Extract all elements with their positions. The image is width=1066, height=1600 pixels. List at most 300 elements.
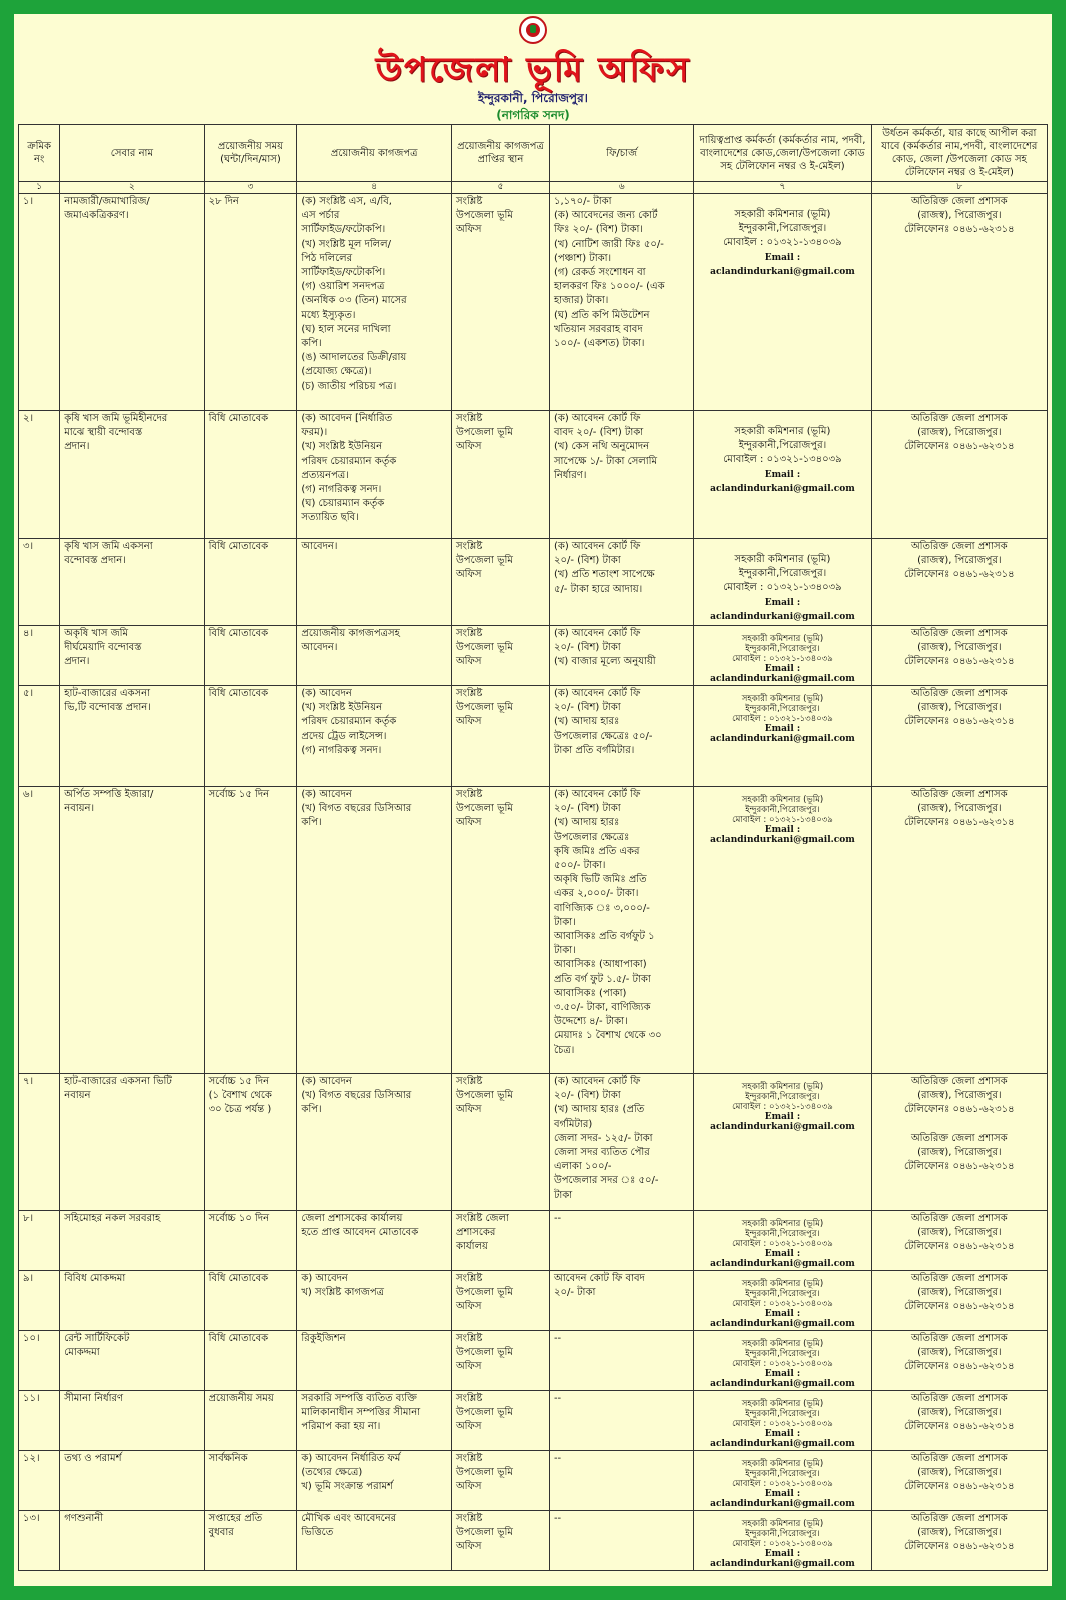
- fee-item: --: [553, 1513, 562, 1525]
- officer-cell: [694, 1511, 871, 1571]
- time-cell: [204, 1391, 297, 1451]
- officer-place: ইন্দুরকানী,পিরোজপুর।: [745, 644, 820, 655]
- fee-cell: [549, 539, 693, 626]
- appellate-title: অতিরিক্ত জেলা প্রশাসক: [910, 541, 1008, 552]
- column-number: ১: [19, 182, 60, 194]
- serial-cell: ১৩।: [19, 1511, 60, 1571]
- fee-item: (ক) আবেদন কোর্ট ফি: [553, 688, 641, 700]
- officer-place: ইন্দুরকানী,পিরোজপুর।: [745, 1409, 820, 1420]
- table-header-row: [19, 125, 1048, 182]
- appellate-phone: টেলিফোনঃ ০৪৬১-৬২৩১৪: [904, 1241, 1015, 1253]
- fee-item: --: [553, 1393, 562, 1405]
- service-name: হাট-বাজারের একসনা ভিটি: [64, 1076, 172, 1088]
- document-source: উপজেলা ভূমি: [456, 1467, 513, 1479]
- appellate-title: অতিরিক্ত জেলা প্রশাসক: [910, 1393, 1008, 1405]
- document-source: সংশ্লিষ্ট: [456, 413, 483, 424]
- required-document: খ) সংশ্লিষ্ট কাগজপত্র: [301, 1287, 385, 1299]
- required-document: (ক) আবেদন: [301, 688, 352, 700]
- appellate-phone: টেলিফোনঃ ০৪৬১-৬২৩১৪: [904, 1361, 1015, 1373]
- service-name: নামজারী/জমাখারিজ/: [64, 196, 150, 207]
- appellate-phone: টেলিফোনঃ ০৪৬১-৬২৩১৪: [904, 656, 1015, 668]
- required-document: ভিত্তিতে: [301, 1527, 334, 1539]
- document-source: প্রশাসকের: [456, 1227, 496, 1239]
- document-source: উপজেলা ভূমি: [456, 803, 513, 815]
- service-name: জমাএকত্রিকরণ।: [64, 210, 129, 222]
- officer-email: Email : aclandindurkani@gmail.com: [710, 825, 855, 846]
- officer-mobile: মোবাইল : ০১৩২১-১৩৪০৩৯: [732, 1419, 833, 1430]
- time-cell: [204, 1211, 297, 1271]
- fee-item: বাবদ ২০/- (বিশ) টাকা: [553, 427, 644, 439]
- fee-item: টাকা প্রতি বর্গমিটার।: [553, 744, 635, 756]
- fee-item: চৈত্র।: [553, 1044, 575, 1056]
- document-source: অফিস: [456, 817, 482, 829]
- officer-email: Email : aclandindurkani@gmail.com: [710, 1429, 855, 1450]
- document-source: উপজেলা ভূমি: [456, 427, 513, 439]
- document-source: সংশ্লিষ্ট: [456, 1453, 483, 1465]
- source-cell: [452, 1331, 550, 1391]
- officer-email: Email : aclandindurkani@gmail.com: [710, 469, 855, 494]
- appellate-title: অতিরিক্ত জেলা প্রশাসক: [910, 1213, 1008, 1225]
- table-row: [19, 787, 1048, 1074]
- required-time: ৩০ চৈত্র পর্যন্ত ): [208, 1104, 272, 1116]
- officer-mobile: মোবাইল : ০১৩২১-১৩৪০৩৯: [723, 582, 842, 594]
- service-name: মোকদ্দমা: [64, 1347, 100, 1359]
- charter-label: (নাগরিক সনদ): [496, 108, 570, 122]
- required-time: ২৮ দিন: [208, 196, 239, 207]
- officer-place: ইন্দুরকানী,পিরোজপুর।: [745, 805, 820, 816]
- fee-item: জেলা সদর- ১২৫/- টাকা: [553, 1132, 653, 1144]
- service-name: গণশুনানী: [64, 1513, 104, 1525]
- fee-item: আবাসিকঃ (আধাপাকা): [553, 959, 647, 971]
- fee-item: (ক) আবেদন কোর্ট ফি: [553, 628, 641, 640]
- document-source: সংশ্লিষ্ট: [456, 196, 483, 207]
- required-document: (ক) সংশ্লিষ্ট এস, এ/বি,: [301, 196, 392, 207]
- document-source: উপজেলা ভূমি: [456, 1407, 513, 1419]
- officer-place: ইন্দুরকানী,পিরোজপুর।: [745, 1349, 820, 1360]
- fee-item: (পঞ্চাশ) টাকা।: [553, 252, 612, 264]
- document-source: উপজেলা ভূমি: [456, 1527, 513, 1539]
- officer-email: Email : aclandindurkani@gmail.com: [710, 724, 855, 745]
- column-header: প্রয়োজনীয় কাগজপত্র প্রাপ্তির স্থান: [452, 125, 550, 182]
- fee-item: ৫০০/- টাকা।: [553, 860, 606, 872]
- appellate-title: অতিরিক্ত জেলা প্রশাসক: [910, 1273, 1008, 1285]
- officer-cell: [694, 194, 871, 411]
- required-document: আবেদন।: [301, 541, 338, 552]
- fee-cell: [549, 411, 693, 539]
- documents-cell: [297, 626, 452, 686]
- column-header: ফি/চার্জ: [549, 125, 693, 182]
- document-source: অফিস: [456, 1541, 482, 1553]
- required-document: কপি।: [301, 1104, 322, 1116]
- table-row: [19, 686, 1048, 787]
- document-source: সংশ্লিষ্ট: [456, 688, 483, 700]
- fee-item: ২০/- টাকা: [553, 1287, 596, 1299]
- fee-item: (ঘ) প্রতি কপি মিউটেশন: [553, 309, 650, 321]
- appellate-title: অতিরিক্ত জেলা প্রশাসক: [910, 628, 1008, 640]
- officer-title: সহকারী কমিশনার (ভূমি): [741, 1459, 824, 1470]
- officer-mobile: মোবাইল : ০১৩২১-১৩৪০৩৯: [732, 1539, 833, 1550]
- serial-cell: ৩।: [19, 539, 60, 626]
- fee-item: (ক) আবেদন কোর্ট ফি: [553, 413, 641, 424]
- required-time: বিধি মোতাবেক: [208, 1273, 269, 1285]
- government-seal-icon: [519, 16, 547, 44]
- fee-item: মেয়াদঃ ১ বৈশাখ থেকে ৩০: [553, 1030, 662, 1042]
- officer-place: ইন্দুরকানী,পিরোজপুর।: [738, 568, 827, 580]
- service-cell: [60, 1331, 204, 1391]
- required-document: (গ) নাগরিকত্ব সনদ।: [301, 744, 382, 756]
- appellate-cell: [871, 626, 1047, 686]
- fee-cell: [549, 626, 693, 686]
- fee-item: ২০/- (বিশ) টাকা: [553, 555, 621, 567]
- fee-item: টাকা: [553, 1189, 573, 1201]
- officer-cell: [694, 1211, 871, 1271]
- document-source: অফিস: [456, 1104, 482, 1116]
- required-time: সর্বোচ্চ ১০ দিন: [208, 1213, 270, 1225]
- fee-item: বর্গমিটার): [553, 1118, 593, 1130]
- service-name: মাঝে স্থায়ী বন্দোবস্ত: [64, 427, 143, 439]
- officer-mobile: মোবাইল : ০১৩২১-১৩৪০৩৯: [732, 1359, 833, 1370]
- fee-item: ২০/- (বিশ) টাকা: [553, 642, 621, 654]
- appellate-cell: [871, 1271, 1047, 1331]
- table-row: [19, 1391, 1048, 1451]
- service-name: বিবিধ মোকদ্দমা: [64, 1273, 126, 1285]
- appellate-place: (রাজস্ব), পিরোজপুর।: [917, 427, 1002, 439]
- column-header: প্রয়োজনীয় কাগজপত্র: [297, 125, 452, 182]
- appellate-cell: [871, 411, 1047, 539]
- document-source: উপজেলা ভূমি: [456, 702, 513, 714]
- document-source: অফিস: [456, 1361, 482, 1373]
- serial-cell: ৯।: [19, 1271, 60, 1331]
- fee-cell: [549, 1451, 693, 1511]
- officer-mobile: মোবাইল : ০১৩২১-১৩৪০৩৯: [732, 714, 833, 725]
- source-cell: [452, 411, 550, 539]
- spacer: [876, 1118, 1043, 1132]
- appellate-cell: [871, 194, 1047, 411]
- officer-mobile: মোবাইল : ০১৩২১-১৩৪০৩৯: [732, 1299, 833, 1310]
- fee-item: খতিয়ান সরবরাহ বাবদ: [553, 323, 643, 335]
- fee-item: টাকা।: [553, 916, 576, 928]
- officer-title: সহকারী কমিশনার (ভূমি): [741, 694, 824, 705]
- required-document: (খ) সংশ্লিষ্ট ইউনিয়ন: [301, 441, 383, 453]
- time-cell: [204, 1271, 297, 1331]
- source-cell: [452, 1271, 550, 1331]
- appellate-place: (রাজস্ব), পিরোজপুর।: [917, 1407, 1002, 1419]
- required-document: রিকুইজিশন: [301, 1333, 346, 1345]
- fee-item: (ক) আবেদন কোর্ট ফি: [553, 789, 641, 801]
- required-document: ফরম)।: [301, 427, 328, 439]
- officer-place: ইন্দুরকানী,পিরোজপুর।: [745, 1092, 820, 1103]
- officer-cell: [694, 787, 871, 1074]
- fee-cell: [549, 686, 693, 787]
- citizen-charter-table: [18, 124, 1048, 1571]
- column-number: ৪: [297, 182, 452, 194]
- service-name: হাট-বাজারের একসনা: [64, 688, 151, 700]
- appellate-title: অতিরিক্ত জেলা প্রশাসক: [910, 789, 1008, 801]
- service-name: কৃষি খাস জমি একসনা: [64, 541, 153, 552]
- fee-item: (ক) আবেদন কোর্ট ফি: [553, 541, 641, 552]
- service-name: অকৃষি খাস জমি: [64, 628, 129, 640]
- officer-cell: [694, 686, 871, 787]
- column-header: প্রয়োজনীয় সময় (ঘন্টা/দিন/মাস): [204, 125, 297, 182]
- table-row: [19, 1511, 1048, 1571]
- officer-title: সহকারী কমিশনার (ভূমি): [741, 1519, 824, 1530]
- appellate-phone: টেলিফোনঃ ০৪৬১-৬২৩১৪: [904, 569, 1015, 581]
- required-document: প্রদেয় ট্রেড লাইসেন্স।: [301, 730, 387, 742]
- officer-cell: [694, 626, 871, 686]
- officer-cell: [694, 1451, 871, 1511]
- officer-title: সহকারী কমিশনার (ভূমি): [741, 1279, 824, 1290]
- fee-item: আবাসিকঃ (পাকা): [553, 987, 627, 999]
- required-document: (ক) আবেদন: [301, 1076, 352, 1088]
- column-number: ৮: [871, 182, 1047, 194]
- required-document: পরিমাপ করা হয় না।: [301, 1421, 381, 1433]
- service-name: অর্পিত সম্পত্তি ইজারা/: [64, 789, 154, 801]
- officer-email: Email : aclandindurkani@gmail.com: [710, 1249, 855, 1270]
- document-source: উপজেলা ভূমি: [456, 1347, 513, 1359]
- appellate-place: (রাজস্ব), পিরোজপুর।: [917, 210, 1002, 222]
- time-cell: [204, 787, 297, 1074]
- source-cell: [452, 1391, 550, 1451]
- required-document: জেলা প্রশাসকের কার্যালয়: [301, 1213, 403, 1225]
- serial-cell: ৫।: [19, 686, 60, 787]
- officer-mobile: মোবাইল : ০১৩২১-১৩৪০৩৯: [732, 815, 833, 826]
- officer-email: Email : aclandindurkani@gmail.com: [710, 1112, 855, 1133]
- fee-item: এলাকা ১০০/-: [553, 1161, 612, 1173]
- serial-cell: ৬।: [19, 787, 60, 1074]
- column-header: উর্ধতন কর্মকর্তা, যার কাছে আপীল করা যাবে (কর্মকর্তার নাম,পদবী, বাংলাদেশের কোড, জেলা /উপজেলা কোড সহ টেলিফোন নম্বর ও ই-মেইল): [871, 125, 1047, 182]
- column-number: ৫: [452, 182, 550, 194]
- appellate-place: (রাজস্ব), পিরোজপুর।: [917, 1527, 1002, 1539]
- serial-cell: ১০।: [19, 1331, 60, 1391]
- document-source: সংশ্লিষ্ট: [456, 789, 483, 801]
- fee-item: ২০/- (বিশ) টাকা: [553, 702, 621, 714]
- required-document: সার্টিফাইড/ফটোকপি।: [301, 224, 386, 236]
- fee-item: (খ) কেস নথি অনুমোদন: [553, 441, 650, 453]
- appellate-cell: [871, 1391, 1047, 1451]
- serial-cell: ৭।: [19, 1074, 60, 1211]
- time-cell: [204, 539, 297, 626]
- service-name: নবায়ন।: [64, 803, 95, 815]
- time-cell: [204, 194, 297, 411]
- appellate-phone: টেলিফোনঃ ০৪৬১-৬২৩১৪: [904, 1541, 1015, 1553]
- appellate-phone: টেলিফোনঃ ০৪৬১-৬২৩১৪: [904, 224, 1015, 236]
- required-document: (ক) আবেদন: [301, 789, 352, 801]
- document-source: সংশ্লিষ্ট: [456, 628, 483, 640]
- table-row: [19, 1271, 1048, 1331]
- appellate-cell: [871, 1511, 1047, 1571]
- fee-item: জেলা সদর ব্যতিত পৌর: [553, 1147, 650, 1159]
- fee-item: (খ) আদায় হারঃ (প্রতি: [553, 1104, 645, 1116]
- source-cell: [452, 626, 550, 686]
- appellate-place: (রাজস্ব), পিরোজপুর।: [917, 803, 1002, 815]
- required-document: (গ) ওয়ারিশ সনদপত্র: [301, 281, 385, 293]
- officer-mobile: মোবাইল : ০১৩২১-১৩৪০৩৯: [723, 454, 842, 466]
- service-cell: [60, 411, 204, 539]
- officer-cell: [694, 411, 871, 539]
- service-name: সীমানা নির্ধারণ: [64, 1393, 124, 1405]
- column-number-row: [19, 182, 1048, 194]
- officer-title: সহকারী কমিশনার (ভূমি): [741, 1339, 824, 1350]
- officer-email: Email : aclandindurkani@gmail.com: [710, 1369, 855, 1390]
- fee-item: (গ) রেকর্ড সংশোধন বা: [553, 267, 646, 279]
- required-document: ক) আবেদন: [301, 1273, 348, 1285]
- appellate-phone: টেলিফোনঃ ০৪৬১-৬২৩১৪: [904, 817, 1015, 829]
- service-cell: [60, 1074, 204, 1211]
- officer-cell: [694, 1331, 871, 1391]
- documents-cell: [297, 411, 452, 539]
- fee-item: বাণিজ্যিক ঃ ৩,০০০/-: [553, 902, 650, 914]
- appellate-extra: টেলিফোনঃ ০৪৬১-৬২৩১৪: [904, 1161, 1015, 1173]
- required-document: খ) ভূমি সংক্রান্ত পরামর্শ: [301, 1481, 393, 1493]
- document-source: অফিস: [456, 716, 482, 728]
- source-cell: [452, 1211, 550, 1271]
- appellate-place: (রাজস্ব), পিরোজপুর।: [917, 1227, 1002, 1239]
- service-cell: [60, 1391, 204, 1451]
- table-row: [19, 539, 1048, 626]
- fee-item: (খ) নোটিশ জারী ফিঃ ৫০/-: [553, 238, 664, 250]
- officer-place: ইন্দুরকানী,পিরোজপুর।: [745, 1229, 820, 1240]
- appellate-phone: টেলিফোনঃ ০৪৬১-৬২৩১৪: [904, 716, 1015, 728]
- service-cell: [60, 787, 204, 1074]
- required-document: সার্টিফাইড/ফটোকপি।: [301, 267, 386, 279]
- appellate-title: অতিরিক্ত জেলা প্রশাসক: [910, 1453, 1008, 1465]
- appellate-place: (রাজস্ব), পিরোজপুর।: [917, 1287, 1002, 1299]
- source-cell: [452, 1451, 550, 1511]
- required-document: সত্যায়িত ছবি।: [301, 512, 359, 524]
- required-time: সার্বক্ষনিক: [208, 1453, 248, 1465]
- fee-item: উদ্দেশ্যে ৪/- টাকা।: [553, 1016, 628, 1028]
- document-source: উপজেলা ভূমি: [456, 1287, 513, 1299]
- fee-item: ১,১৭০/- টাকা: [553, 196, 612, 207]
- table-row: [19, 626, 1048, 686]
- required-time: (১ বৈশাখ থেকে: [208, 1090, 272, 1102]
- service-name: বন্দোবস্ত প্রদান।: [64, 555, 126, 567]
- required-document: (খ) বিগত বছরের ডিসিআর: [301, 1090, 412, 1102]
- officer-place: ইন্দুরকানী,পিরোজপুর।: [745, 704, 820, 715]
- serial-cell: ১২।: [19, 1451, 60, 1511]
- time-cell: [204, 1331, 297, 1391]
- document-source: উপজেলা ভূমি: [456, 642, 513, 654]
- appellate-place: (রাজস্ব), পিরোজপুর।: [917, 555, 1002, 567]
- fee-item: প্রতি বর্গ ফুট ১.৫/- টাকা: [553, 973, 651, 985]
- source-cell: [452, 539, 550, 626]
- document-source: সংশ্লিষ্ট জেলা: [456, 1213, 509, 1225]
- appellate-title: অতিরিক্ত জেলা প্রশাসক: [910, 1333, 1008, 1345]
- officer-cell: [694, 539, 871, 626]
- source-cell: [452, 787, 550, 1074]
- service-name: দীর্ঘমেয়াদি বন্দোবস্ত: [64, 642, 142, 654]
- fee-cell: [549, 1074, 693, 1211]
- documents-cell: [297, 1391, 452, 1451]
- fee-item: (খ) আদায় হারঃ: [553, 716, 620, 728]
- document-source: উপজেলা ভূমি: [456, 210, 513, 222]
- officer-email: Email : aclandindurkani@gmail.com: [710, 1549, 855, 1570]
- appellate-place: (রাজস্ব), পিরোজপুর।: [917, 1347, 1002, 1359]
- officer-place: ইন্দুরকানী,পিরোজপুর।: [745, 1529, 820, 1540]
- document-source: কার্যালয়: [456, 1241, 488, 1253]
- fee-item: (খ) প্রতি শতাংশ সাপেক্ষে: [553, 569, 655, 581]
- service-name: সহিমোহর নকল সরবরাহ: [64, 1213, 161, 1225]
- time-cell: [204, 686, 297, 787]
- fee-cell: [549, 1211, 693, 1271]
- required-document: পিঠ দলিলের: [301, 252, 353, 264]
- documents-cell: [297, 686, 452, 787]
- time-cell: [204, 1074, 297, 1211]
- required-time: বিধি মোতাবেক: [208, 1333, 269, 1345]
- service-cell: [60, 1211, 204, 1271]
- appellate-place: (রাজস্ব), পিরোজপুর।: [917, 1090, 1002, 1102]
- service-cell: [60, 1271, 204, 1331]
- fee-item: সাপেক্ষে ১/- টাকা সেলামি: [553, 455, 658, 467]
- required-document: আবেদন।: [301, 642, 338, 654]
- required-time: সর্বোচ্চ ১৫ দিন: [208, 789, 270, 801]
- required-document: কপি।: [301, 817, 322, 829]
- officer-title: সহকারী কমিশনার (ভূমি): [741, 634, 824, 645]
- required-document: (চ) জাতীয় পরিচয় পত্র।: [301, 380, 397, 392]
- appellate-cell: [871, 1211, 1047, 1271]
- table-row: [19, 1211, 1048, 1271]
- document-source: সংশ্লিষ্ট: [456, 1333, 483, 1345]
- fee-item: উপজেলার সদর ঃ ৫০/-: [553, 1175, 659, 1187]
- officer-email: Email : aclandindurkani@gmail.com: [710, 664, 855, 685]
- fee-item: --: [553, 1453, 562, 1465]
- serial-cell: ১।: [19, 194, 60, 411]
- officer-title: সহকারী কমিশনার (ভূমি): [734, 209, 831, 220]
- fee-item: ৫/- টাকা হারে আদায়।: [553, 583, 643, 595]
- officer-cell: [694, 1391, 871, 1451]
- officer-title: সহকারী কমিশনার (ভূমি): [741, 1082, 824, 1093]
- appellate-cell: [871, 1074, 1047, 1211]
- officer-mobile: মোবাইল : ০১৩২১-১৩৪০৩৯: [732, 1239, 833, 1250]
- required-document: প্রত্যয়নপত্র।: [301, 469, 349, 481]
- service-cell: [60, 539, 204, 626]
- required-document: (খ) সংশ্লিষ্ট মূল দলিল/: [301, 238, 391, 250]
- required-time: প্রয়োজনীয় সময়: [208, 1393, 274, 1405]
- officer-title: সহকারী কমিশনার (ভূমি): [741, 1219, 824, 1230]
- fee-item: আবাসিকঃ প্রতি বর্গফুট ১: [553, 931, 655, 943]
- documents-cell: [297, 1271, 452, 1331]
- fee-item: (ক) আবেদনের জন্য কোর্ট: [553, 210, 658, 222]
- documents-cell: [297, 194, 452, 411]
- column-number: ৩: [204, 182, 297, 194]
- required-document: পরিষদ চেয়ারম্যান কর্তৃক: [301, 716, 397, 728]
- required-document: (ঘ) হাল সনের দাখিলা: [301, 323, 391, 335]
- documents-cell: [297, 1211, 452, 1271]
- fee-cell: [549, 1271, 693, 1331]
- document-source: অফিস: [456, 1421, 482, 1433]
- appellate-phone: টেলিফোনঃ ০৪৬১-৬২৩১৪: [904, 1104, 1015, 1116]
- appellate-title: অতিরিক্ত জেলা প্রশাসক: [910, 688, 1008, 700]
- officer-title: সহকারী কমিশনার (ভূমি): [734, 554, 831, 565]
- appellate-title: অতিরিক্ত জেলা প্রশাসক: [910, 1513, 1008, 1525]
- table-row: [19, 1331, 1048, 1391]
- source-cell: [452, 1511, 550, 1571]
- appellate-cell: [871, 1451, 1047, 1511]
- column-header: ক্রমিক নং: [19, 125, 60, 182]
- required-document: ক) আবেদন নির্ধারিত ফর্ম: [301, 1453, 401, 1465]
- documents-cell: [297, 539, 452, 626]
- fee-item: (ক) আবেদন কোর্ট ফি: [553, 1076, 641, 1088]
- officer-place: ইন্দুরকানী,পিরোজপুর।: [738, 440, 827, 452]
- appellate-place: (রাজস্ব), পিরোজপুর।: [917, 1467, 1002, 1479]
- service-cell: [60, 194, 204, 411]
- fee-item: আবেদন কোট ফি বাবদ: [553, 1273, 645, 1285]
- officer-mobile: মোবাইল : ০১৩২১-১৩৪০৩৯: [723, 237, 842, 249]
- time-cell: [204, 626, 297, 686]
- fee-item: হালকরণ ফিঃ ১০০০/- (এক: [553, 281, 665, 293]
- column-number: ২: [60, 182, 204, 194]
- service-name: কৃষি খাস জমি ভূমিহীনদের: [64, 413, 168, 424]
